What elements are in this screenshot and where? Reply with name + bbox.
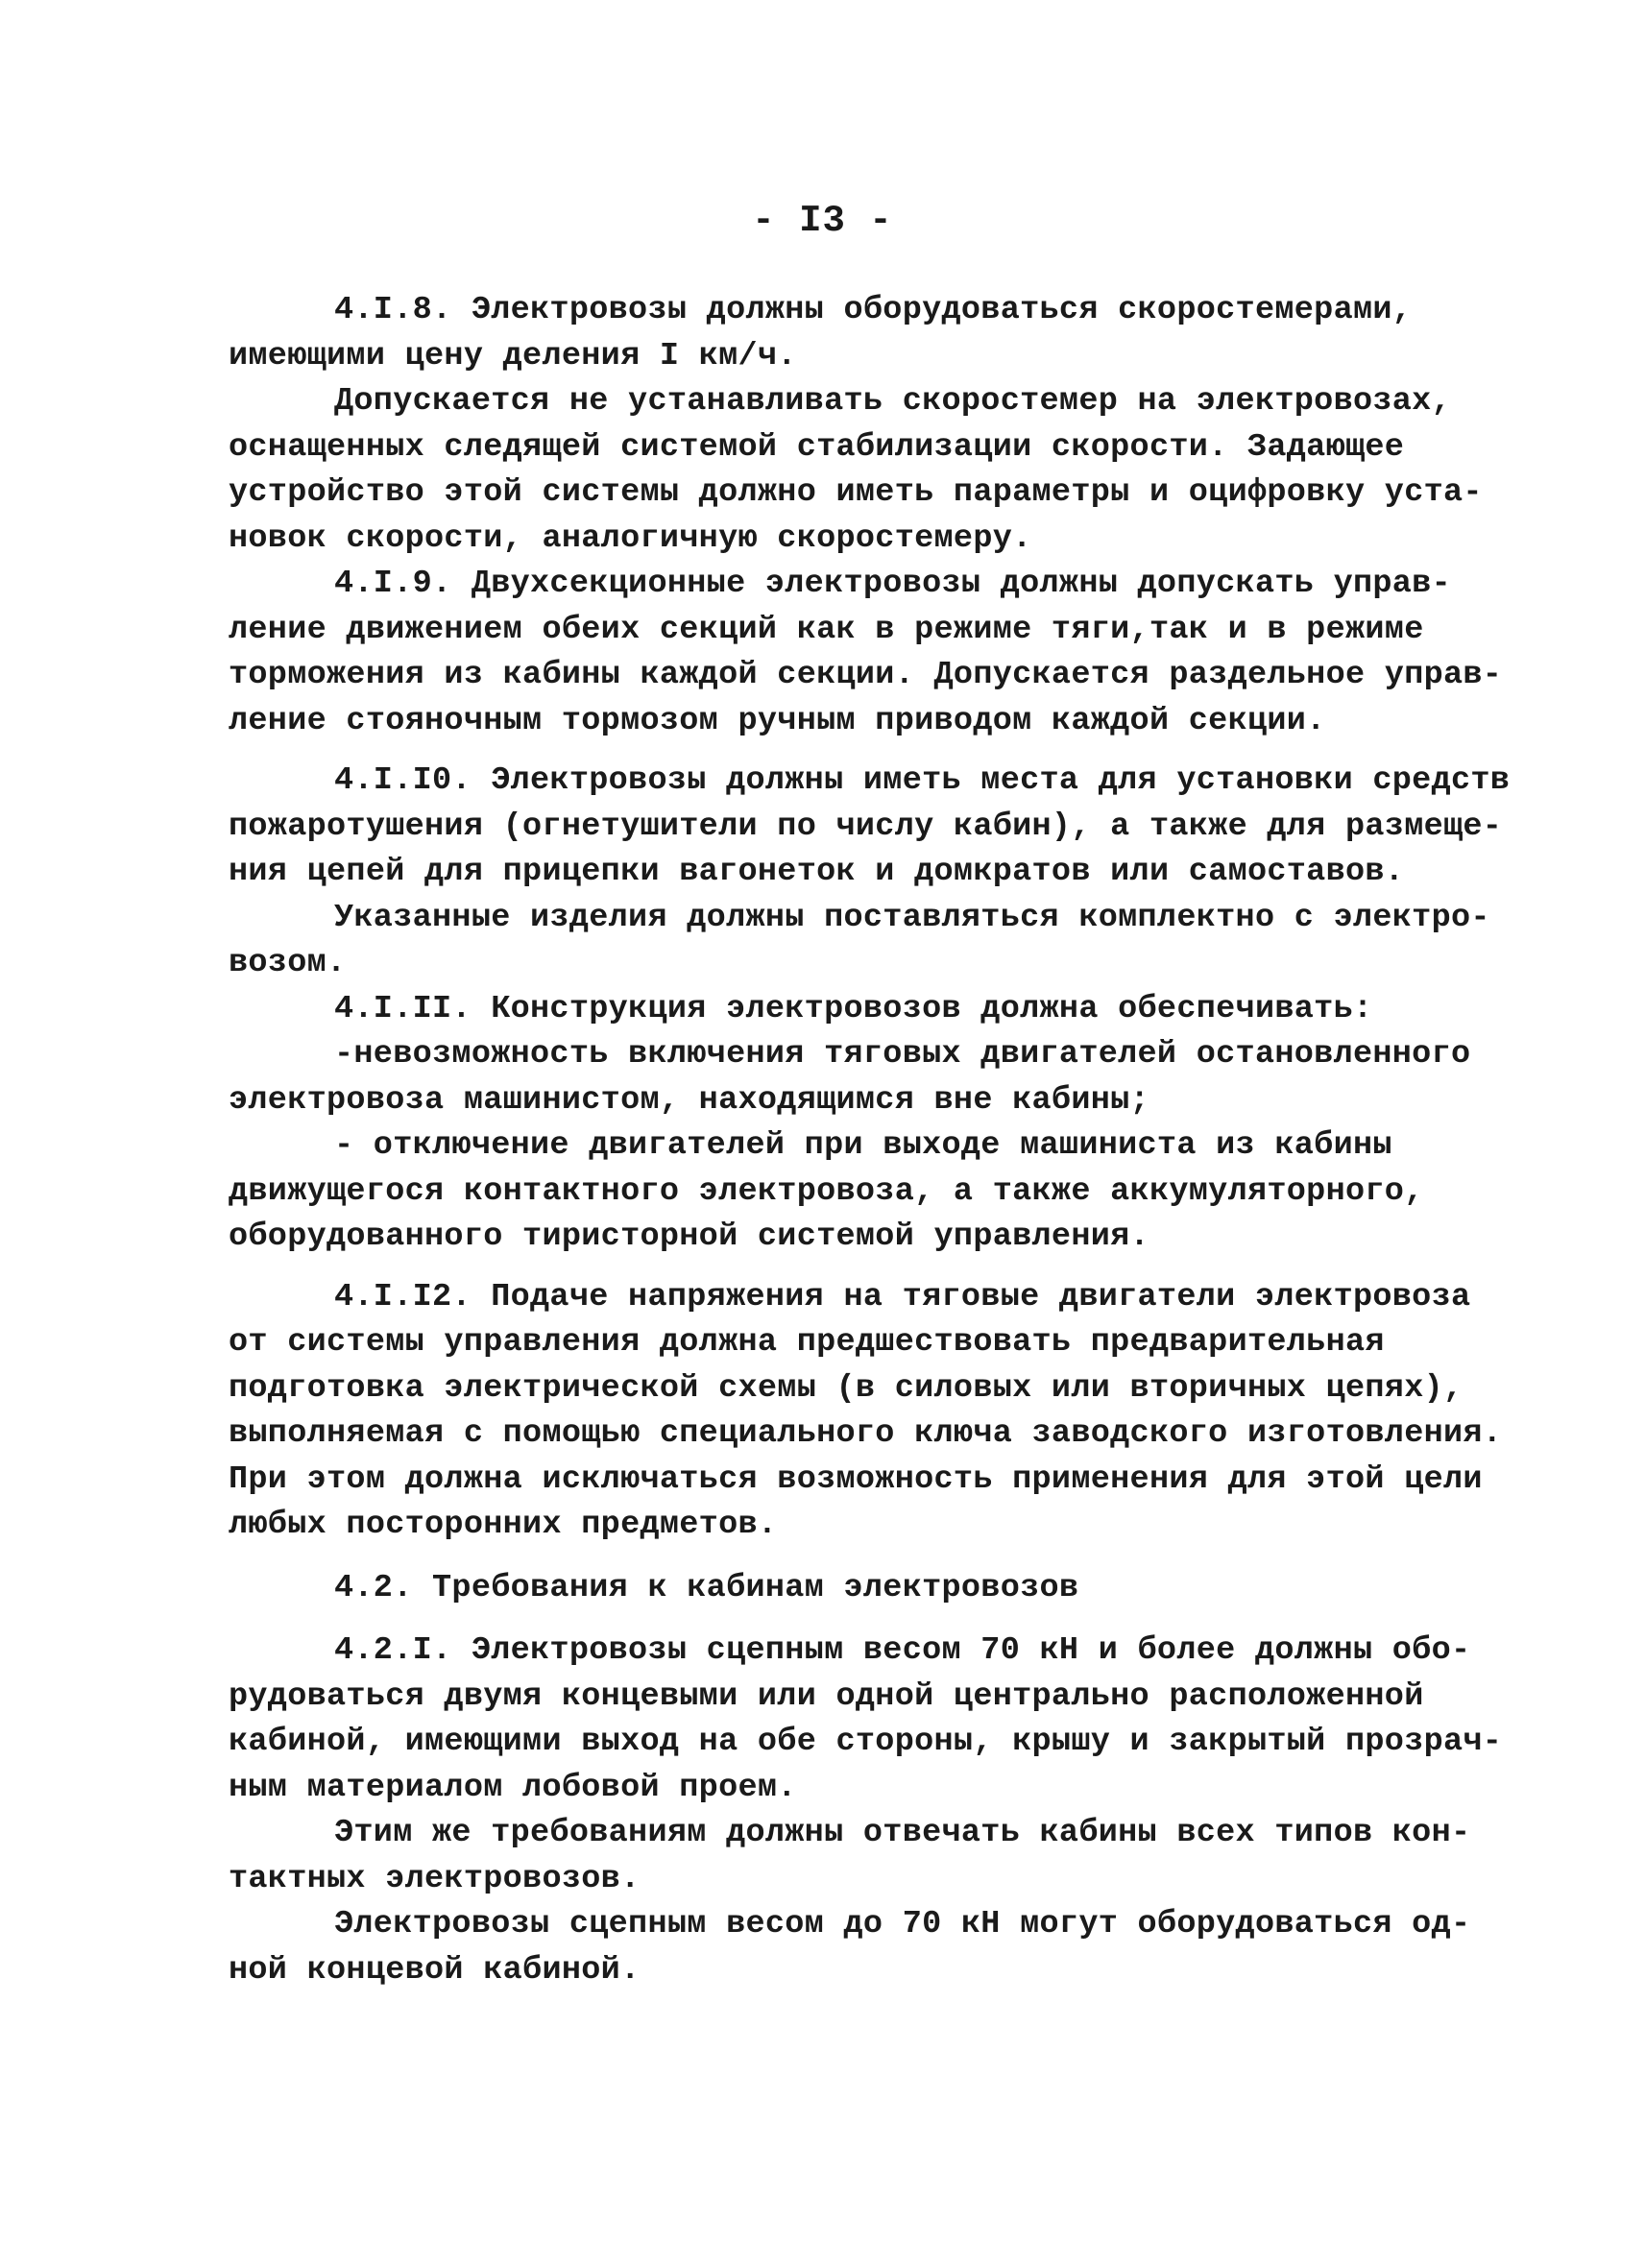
paragraph-line: тактных электровозов. [229,1860,641,1897]
paragraph-line: торможения из кабины каждой секции. Допускается раздельное управ- [229,657,1503,693]
paragraph-line: 4.I.I2. Подаче напряжения на тяговые двигатели электровоза [334,1278,1471,1315]
paragraph-line: имеющими цену деления I км/ч. [229,337,797,374]
paragraph-line: электровоза машинистом, находящимся вне кабины; [229,1081,1149,1119]
paragraph-line: -невозможность включения тяговых двигателей остановленного [334,1036,1471,1073]
paragraph-line: Указанные изделия должны поставляться комплектно с электро- [334,899,1490,936]
page-number: - I3 - [752,200,893,242]
paragraph-line: 4.I.I0. Электровозы должны иметь места для установки средств [334,762,1511,799]
paragraph-line: оборудованного тиристорной системой управления. [229,1218,1149,1255]
paragraph-line: выполняемая с помощью специального ключа заводского изготовления. [229,1415,1503,1452]
paragraph-line: Электровозы сцепным весом до 70 кН могут оборудоваться од- [334,1906,1471,1942]
paragraph-line: рудоваться двумя концевыми или одной центрально расположенной [229,1677,1424,1715]
paragraph-line: Этим же требованиям должны отвечать кабины всех типов кон- [334,1815,1471,1851]
paragraph-line: 4.I.8. Электровозы должны оборудоваться скоростемерами, [334,292,1413,328]
paragraph-line: движущегося контактного электровоза, а также аккумуляторного, [229,1172,1424,1210]
paragraph-line: ление движением обеих секций как в режиме тяги,так и в режиме [229,611,1424,648]
paragraph-line: 4.2.I. Электровозы сцепным весом 70 кН и более должны обо- [334,1632,1471,1669]
paragraph-line: устройство этой системы должно иметь параметры и оцифровку уста- [229,474,1483,511]
paragraph-line: 4.I.9. Двухсекционные электровозы должны допускать управ- [334,566,1451,602]
document-body [229,288,1511,1993]
paragraph-line: ление стояночным тормозом ручным приводом каждой секции. [229,702,1326,739]
paragraph-line: кабиной, имеющими выход на обе стороны, крышу и закрытый прозрач- [229,1724,1503,1760]
paragraph-line: - отключение двигателей при выходе машиниста из кабины [334,1127,1392,1164]
section-heading: 4.2. Требования к кабинам электровозов [334,1569,1079,1606]
paragraph-line: подготовка электрической схемы (в силовых или вторичных цепях), [229,1369,1464,1407]
paragraph-line: от системы управления должна предшествовать предварительная [229,1324,1385,1361]
paragraph-line: пожаротушения (огнетушители по числу кабин), а также для размеще- [229,808,1503,845]
paragraph-line: новок скорости, аналогичную скоростемеру. [229,519,1032,557]
paragraph-line: любых посторонних предметов. [229,1507,778,1543]
paragraph-line: ной концевой кабиной. [229,1951,641,1989]
paragraph-line: При этом должна исключаться возможность применения для этой цели [229,1460,1483,1498]
paragraph-line: ным материалом лобовой проем. [229,1769,797,1806]
paragraph-line: ния цепей для прицепки вагонеток и домкратов или самоставов. [229,854,1405,890]
paragraph-line: 4.I.II. Конструкция электровозов должна обеспечивать: [334,990,1373,1027]
paragraph-line: возом. [229,945,347,981]
paragraph-line: оснащенных следящей системой стабилизации скорости. Задающее [229,428,1405,466]
paragraph-line: Допускается не устанавливать скоростемер на электровозах, [334,383,1451,420]
